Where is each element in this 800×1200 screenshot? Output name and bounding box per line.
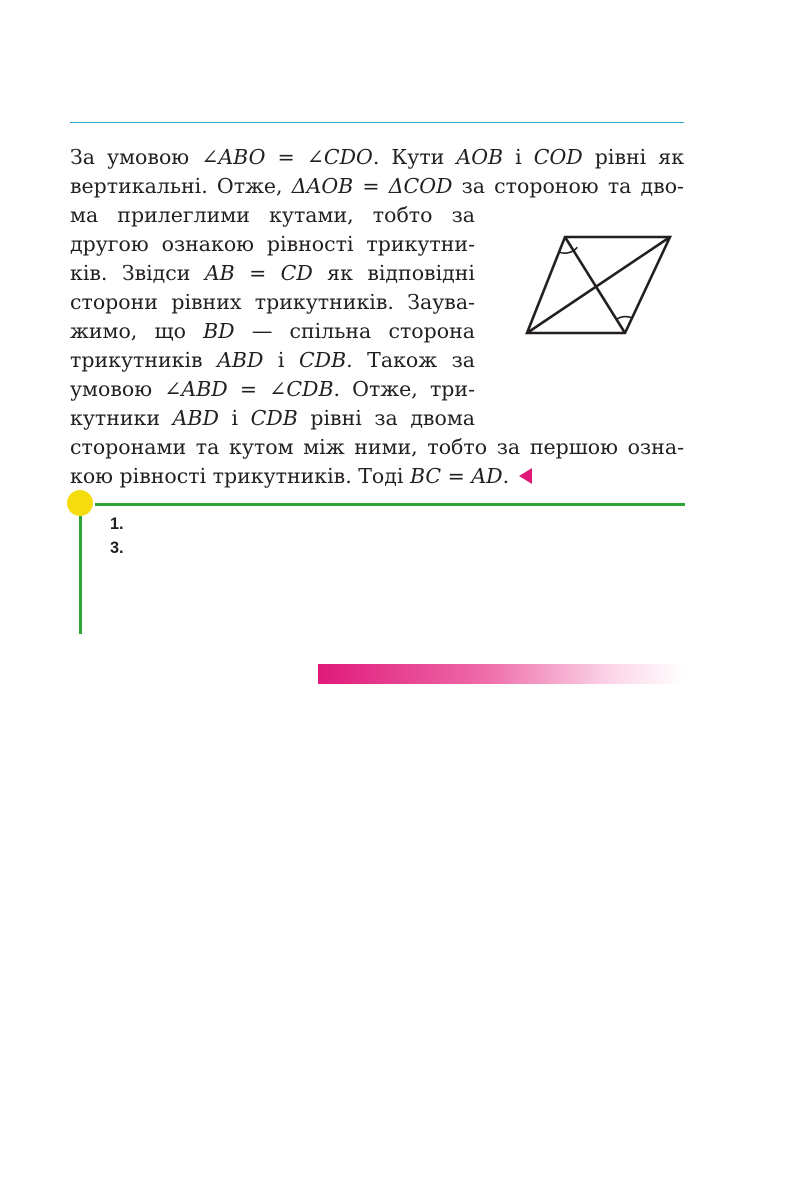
questions-side-bar [79, 516, 82, 634]
body-line-6: сторони рівних трикутників. Заува- [70, 290, 475, 314]
body-line-8: трикутників ABD і CDB. Також за [70, 348, 475, 372]
angle-arc-d [616, 317, 632, 320]
figure-parallelogram [505, 225, 695, 355]
body-line-10: кутники ABD і CDB рівні за двома [70, 406, 475, 430]
questions-divider [95, 503, 685, 506]
body-line-2: вертикальні. Отже, ΔAOB = ΔCOD за стороною та дво- [70, 174, 684, 198]
question-line-1: 1. [110, 515, 124, 533]
body-line-5: ків. Звідси AB = CD як відповідні [70, 261, 475, 285]
review-questions [110, 512, 678, 560]
body-line-1: За умовою ∠ABO = ∠CDO. Кути AOB і COD рівні як [70, 145, 685, 169]
parallelogram-diagram [505, 225, 695, 355]
body-line-7: жимо, що BD — спільна сторона [70, 319, 475, 343]
end-of-proof-icon [519, 468, 532, 484]
body-line-11: сторонами та кутом між ними, тобто за першою озна- [70, 435, 684, 459]
question-mark-icon [67, 490, 93, 516]
question-line-3: 3. [110, 539, 124, 557]
body-line-9: умовою ∠ABD = ∠CDB. Отже, три- [70, 377, 475, 401]
body-line-12: кою рівності трикутників. Тоді BC = AD. [70, 462, 532, 491]
body-line-4: другою ознакою рівності трикутни- [70, 232, 475, 256]
body-line-3: ма прилеглими кутами, тобто за [70, 203, 475, 227]
page-header [70, 92, 684, 123]
practice-section-bar [318, 664, 685, 684]
